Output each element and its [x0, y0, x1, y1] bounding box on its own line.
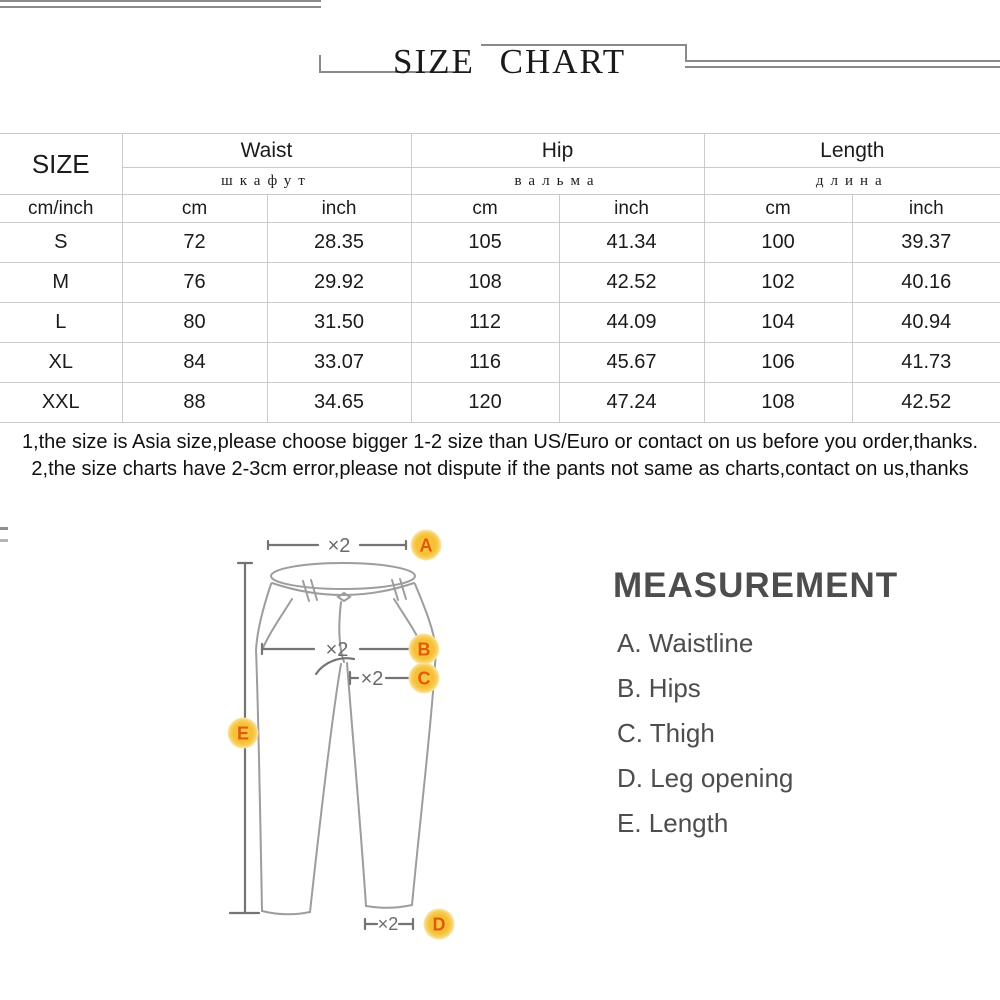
value-cell: 42.52: [852, 383, 1000, 423]
table-header-row-en: [0, 134, 1000, 168]
measurement-item: A. Waistline: [617, 628, 754, 658]
size-cell: L: [0, 303, 122, 343]
table-row: [0, 303, 1000, 343]
badge-c: [409, 663, 440, 694]
value-cell: 100: [704, 223, 852, 263]
length-column-header: Length: [704, 134, 1000, 168]
value-cell: 40.94: [852, 303, 1000, 343]
value-cell: 42.52: [559, 263, 704, 303]
value-cell: 88: [122, 383, 267, 423]
waist-column-header: Waist: [122, 134, 411, 168]
value-cell: 44.09: [559, 303, 704, 343]
value-cell: 104: [704, 303, 852, 343]
value-cell: 108: [411, 263, 559, 303]
notes-block: [0, 429, 1000, 483]
measurement-list: [617, 630, 793, 855]
measurement-heading: MEASUREMENT: [613, 566, 899, 605]
svg-text:C: C: [417, 668, 431, 689]
value-cell: 39.37: [852, 223, 1000, 263]
measurement-item: C. Thigh: [617, 718, 715, 748]
waist-column-header-ru: шкафут: [122, 168, 411, 195]
table-row: [0, 223, 1000, 263]
value-cell: 45.67: [559, 343, 704, 383]
table-row: [0, 263, 1000, 303]
value-cell: 106: [704, 343, 852, 383]
value-cell: 29.92: [267, 263, 411, 303]
badge-d: [424, 909, 455, 940]
edge-artifact: [0, 527, 8, 542]
value-cell: 33.07: [267, 343, 411, 383]
unit-inch-cell: inch: [559, 195, 704, 223]
badge-e: [228, 718, 259, 749]
value-cell: 80: [122, 303, 267, 343]
size-cell: XXL: [0, 383, 122, 423]
hip-column-header-ru: вальма: [411, 168, 704, 195]
value-cell: 40.16: [852, 263, 1000, 303]
x2-label-hips: ×2: [325, 639, 349, 661]
unit-cm-cell: cm: [411, 195, 559, 223]
unit-label-cell: cm/inch: [0, 195, 122, 223]
x2-label-thigh: ×2: [360, 668, 384, 690]
ornament-left-double-line: [0, 0, 321, 8]
size-column-header: SIZE: [0, 134, 122, 195]
svg-text:E: E: [236, 723, 250, 744]
pants-diagram: [170, 520, 490, 960]
size-table-body: [0, 223, 1000, 423]
value-cell: 34.65: [267, 383, 411, 423]
svg-text:B: B: [417, 639, 431, 660]
size-table: [0, 133, 1000, 423]
table-header-row-ru: [0, 168, 1000, 195]
value-cell: 105: [411, 223, 559, 263]
length-column-header-ru: длина: [704, 168, 1000, 195]
value-cell: 47.24: [559, 383, 704, 423]
hip-column-header: Hip: [411, 134, 704, 168]
value-cell: 76: [122, 263, 267, 303]
page-title: SIZE CHART: [393, 42, 627, 81]
value-cell: 31.50: [267, 303, 411, 343]
svg-text:D: D: [432, 914, 446, 935]
measurement-item: E. Length: [617, 808, 729, 838]
table-unit-row: [0, 195, 1000, 223]
value-cell: 116: [411, 343, 559, 383]
svg-text:A: A: [419, 535, 433, 556]
value-cell: 108: [704, 383, 852, 423]
measurement-item: B. Hips: [617, 673, 701, 703]
unit-cm-cell: cm: [122, 195, 267, 223]
unit-inch-cell: inch: [852, 195, 1000, 223]
table-row: [0, 383, 1000, 423]
table-row: [0, 343, 1000, 383]
value-cell: 84: [122, 343, 267, 383]
size-cell: XL: [0, 343, 122, 383]
note-line-2: 2,the size charts have 2-3cm error,please not dispute if the pants not same as charts,contact on us,thanks: [31, 458, 969, 480]
value-cell: 120: [411, 383, 559, 423]
value-cell: 102: [704, 263, 852, 303]
value-cell: 112: [411, 303, 559, 343]
value-cell: 28.35: [267, 223, 411, 263]
size-cell: M: [0, 263, 122, 303]
unit-inch-cell: inch: [267, 195, 411, 223]
ornament-right-double-line: [685, 60, 1000, 68]
pants-outline: [256, 563, 436, 914]
note-line-1: 1,the size is Asia size,please choose bigger 1-2 size than US/Euro or contact on us before you order,thanks.: [21, 431, 979, 453]
value-cell: 72: [122, 223, 267, 263]
unit-cm-cell: cm: [704, 195, 852, 223]
x2-label-waist: ×2: [327, 535, 351, 557]
size-cell: S: [0, 223, 122, 263]
measurement-item: D. Leg opening: [617, 763, 794, 793]
badge-a: [411, 530, 442, 561]
x2-label-hem: ×2: [377, 914, 399, 934]
value-cell: 41.73: [852, 343, 1000, 383]
badge-b: [409, 634, 440, 665]
value-cell: 41.34: [559, 223, 704, 263]
